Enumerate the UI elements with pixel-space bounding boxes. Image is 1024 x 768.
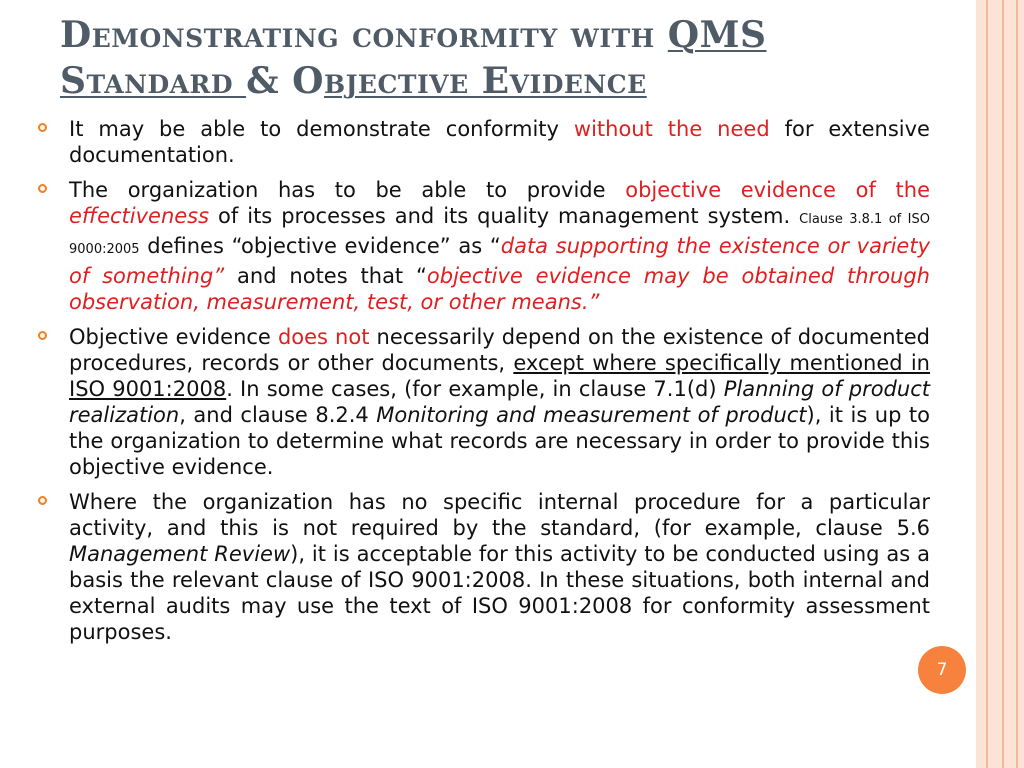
page-number-badge: 7: [918, 646, 966, 694]
title-qms: QMS: [667, 14, 767, 56]
bullet-item: [38, 489, 930, 645]
bullet-text: ), it is acceptable for this activity to be conducted using as a basis the relevant clause of ISO 9001:2008. In these situations, both internal and external audits may use the text of ISO 9001:2008 for conformity assessment purposes.: [69, 542, 930, 644]
bullet-circle-icon: [38, 184, 47, 193]
slide-content: [38, 116, 930, 654]
bullet-item: [38, 116, 930, 168]
bullet-text: Where the organization has no specific internal procedure for a particular activity, and this is not required by the standard, (for example, clause 5.6: [69, 490, 930, 540]
title-standard: Standard: [60, 60, 247, 102]
bullet-text: It may be able to demonstrate conformity: [69, 117, 574, 141]
title-and-o: & O: [246, 60, 324, 102]
bullet-text: of its processes and its quality management system.: [209, 204, 800, 228]
bullet-text: Objective evidence: [69, 325, 278, 349]
bullet-item: [38, 177, 930, 315]
italic-text: Management Review: [69, 542, 291, 566]
bullet-circle-icon: [38, 331, 47, 340]
right-decorative-border: [976, 0, 1024, 768]
bullet-text: ), it is up to the organization to determine what records are necessary in order to provide this objective evidence.: [69, 403, 930, 479]
highlight-text: does not: [277, 325, 370, 349]
bullet-list: [38, 116, 930, 645]
highlight-text: objective evidence of the: [625, 178, 930, 202]
definition-quote: data supporting the existence or variety of something”: [69, 234, 931, 288]
bullet-text: and notes that “: [224, 264, 427, 288]
bullet-text: necessarily depend on the existence of documented procedures, records or other documents,: [69, 325, 931, 375]
bullet-text: defines “objective evidence” as “: [139, 234, 501, 258]
bullet-text: The organization has to be able to provide: [69, 178, 626, 202]
bullet-circle-icon: [38, 496, 47, 505]
italic-text: Planning of product realization: [69, 377, 930, 427]
border-stripe: [986, 0, 988, 768]
highlight-italic-text: effectiveness: [69, 204, 210, 228]
title-line1-text: Demonstrating conformity with: [60, 14, 668, 56]
border-stripe: [1002, 0, 1004, 768]
clause-reference: Clause 3.8.1 of ISO 9000:2005: [69, 212, 930, 257]
highlight-text: without the need: [573, 117, 770, 141]
note-quote: objective evidence may be obtained through observation, measurement, test, or other means.”: [69, 264, 930, 314]
bullet-circle-icon: [38, 123, 47, 132]
bullet-text: , and clause 8.2.4: [179, 403, 377, 427]
italic-text: Monitoring and measurement of product: [376, 403, 807, 427]
bullet-text: for extensive documentation.: [69, 117, 930, 167]
bullet-item: [38, 324, 930, 480]
border-stripe: [1016, 0, 1018, 768]
title-objective-evidence: bjective Evidence: [323, 60, 647, 102]
underlined-text: except where specifically mentioned in ISO 9001:2008: [69, 351, 930, 401]
bullet-text: . In some cases, (for example, in clause 7.1(d): [226, 377, 724, 401]
slide-title: [60, 12, 940, 104]
